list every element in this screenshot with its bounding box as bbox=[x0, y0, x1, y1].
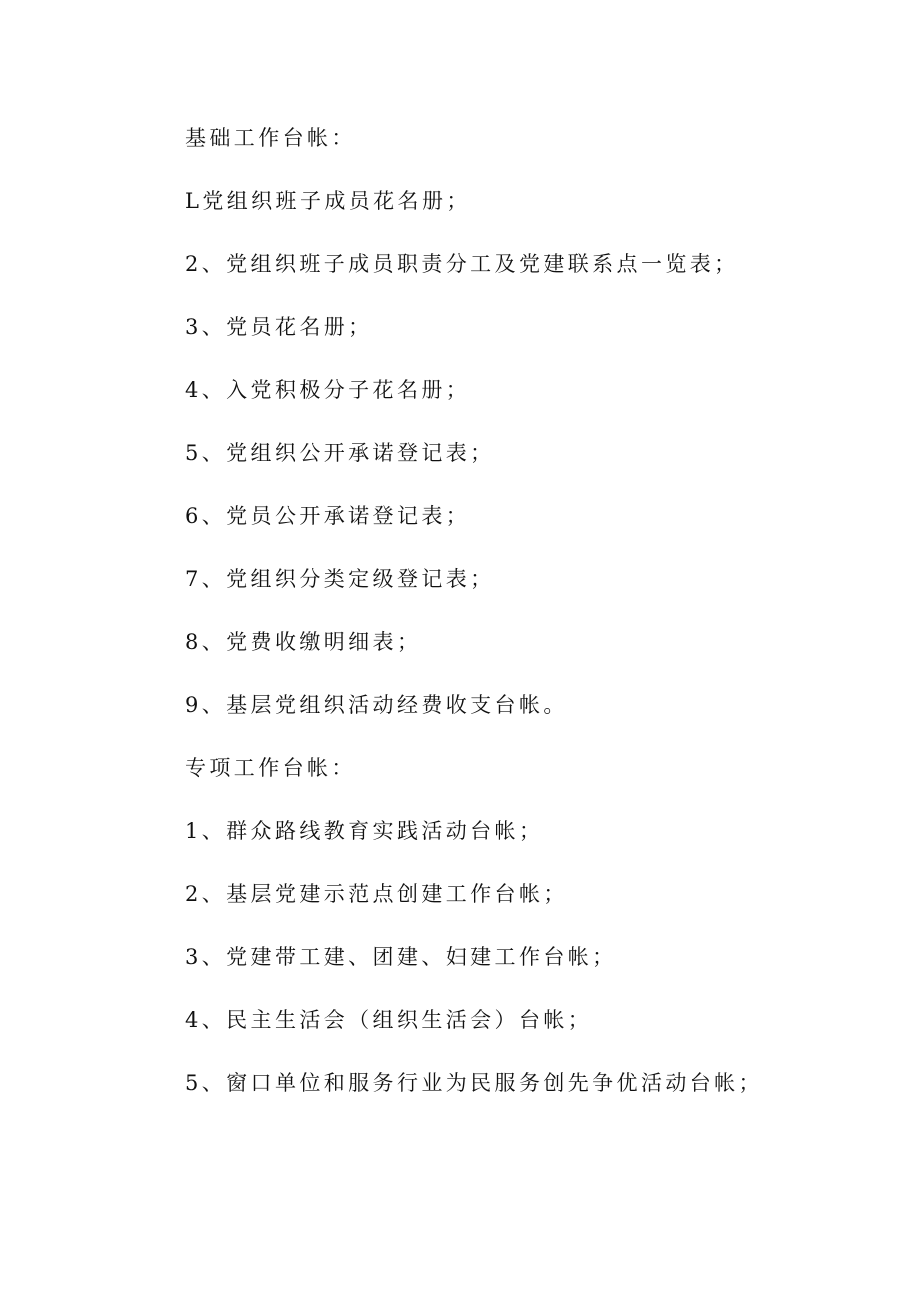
list-item: 8、党费收缴明细表； bbox=[185, 630, 422, 654]
list-item: 6、党员公开承诺登记表； bbox=[185, 504, 471, 528]
list-item: 3、党员花名册； bbox=[185, 315, 373, 339]
list-item: 5、窗口单位和服务行业为民服务创先争优活动台帐； bbox=[185, 1071, 763, 1095]
document-body bbox=[185, 122, 885, 1130]
section-heading-basic: 基础工作台帐： bbox=[185, 126, 356, 150]
list-item: 3、党建带工建、团建、妇建工作台帐； bbox=[185, 945, 617, 969]
list-item: 2、党组织班子成员职责分工及党建联系点一览表； bbox=[185, 252, 739, 276]
list-item: 9、基层党组织活动经费收支台帐。 bbox=[185, 693, 568, 717]
list-item: 4、入党积极分子花名册； bbox=[185, 378, 471, 402]
list-item: 5、党组织公开承诺登记表； bbox=[185, 441, 495, 465]
section-heading-special: 专项工作台帐： bbox=[185, 756, 356, 780]
list-item: 1、群众路线教育实践活动台帐； bbox=[185, 819, 544, 843]
list-item: 4、民主生活会（组织生活会）台帐； bbox=[185, 1008, 593, 1032]
list-item: 2、基层党建示范点创建工作台帐； bbox=[185, 882, 568, 906]
list-item: L党组织班子成员花名册； bbox=[185, 189, 471, 213]
list-item: 7、党组织分类定级登记表； bbox=[185, 567, 495, 591]
